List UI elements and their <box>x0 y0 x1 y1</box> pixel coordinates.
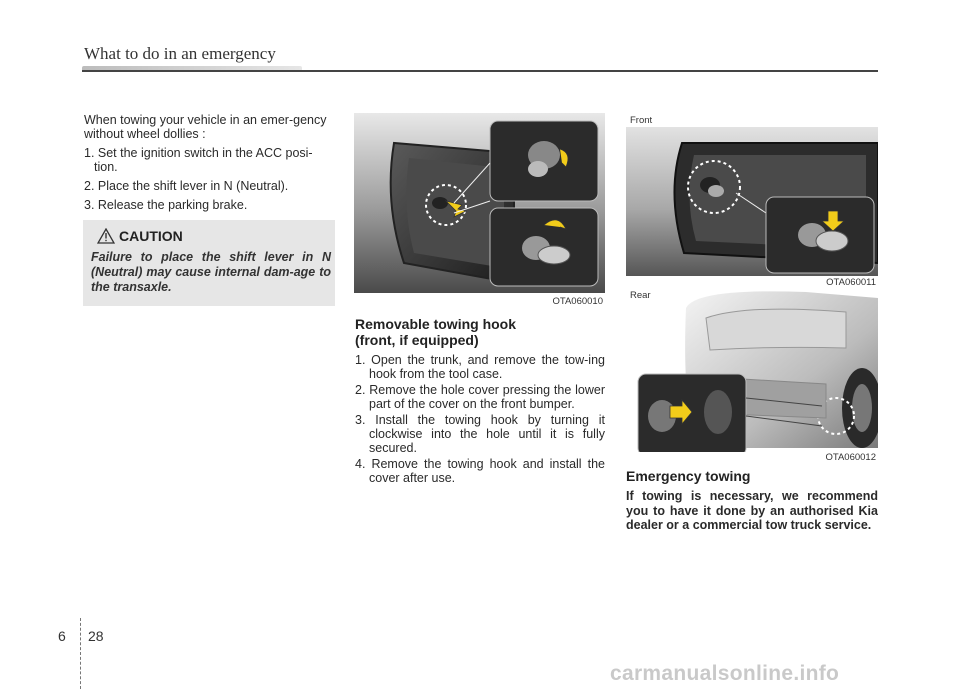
intro-section <box>84 113 334 217</box>
rear-tow-illustration <box>626 288 878 464</box>
page-header-title: What to do in an emergency <box>84 44 276 63</box>
figure-code-front: OTA060011 <box>826 277 876 288</box>
footer-divider <box>80 618 81 689</box>
removable-hook-title <box>355 316 605 348</box>
front-label: Front <box>630 115 653 126</box>
caution-box <box>83 220 335 306</box>
intro-step-3: 3. Release the parking brake. <box>84 198 248 212</box>
removable-hook-title-line1: Removable towing hook <box>355 316 517 332</box>
emergency-towing-title: Emergency towing <box>626 468 751 484</box>
header-rule <box>82 70 878 72</box>
footer-chapter-number: 6 <box>58 628 66 644</box>
front-tow-illustration <box>626 113 878 288</box>
figure-code-rear: OTA060012 <box>825 452 876 463</box>
removable-hook-step-4: 4. Remove the towing hook and install the cover after use. <box>355 457 605 485</box>
rear-label: Rear <box>630 290 651 301</box>
footer-page-number: 28 <box>88 628 104 644</box>
removable-hook-step-1: 1. Open the trunk, and remove the tow-ing hook from the tool case. <box>355 353 605 381</box>
watermark: carmanualsonline.info <box>610 662 840 685</box>
hook-install-figure <box>354 113 605 309</box>
removable-hook-title-line2: (front, if equipped) <box>355 332 479 348</box>
intro-step-2: 2. Place the shift lever in N (Neutral). <box>84 179 289 193</box>
warning-triangle-icon <box>97 228 115 244</box>
figure-code-hook: OTA060010 <box>552 296 603 307</box>
removable-hook-step-3: 3. Install the towing hook by turning it clockwise into the hole until it is fully secured. <box>355 413 605 455</box>
caution-text: Failure to place the shift lever in N (Neutral) may cause internal dam-age to the transaxle. <box>91 250 331 294</box>
removable-hook-steps <box>355 353 605 487</box>
emergency-towing-text: If towing is necessary, we recommend you to have it done by an authorised Kia dealer or a commercial tow truck service. <box>626 489 878 532</box>
front-figure <box>626 113 878 288</box>
rear-figure <box>626 288 878 464</box>
intro-step-1: 1. Set the ignition switch in the ACC posi-tion. <box>84 146 313 174</box>
hook-install-illustration <box>354 113 605 309</box>
caution-header <box>97 228 183 244</box>
caution-title: CAUTION <box>119 228 183 244</box>
intro-lead: When towing your vehicle in an emer-gency without wheel dollies : <box>84 113 327 141</box>
removable-hook-step-2: 2. Remove the hole cover pressing the lower part of the cover on the front bumper. <box>355 383 605 411</box>
